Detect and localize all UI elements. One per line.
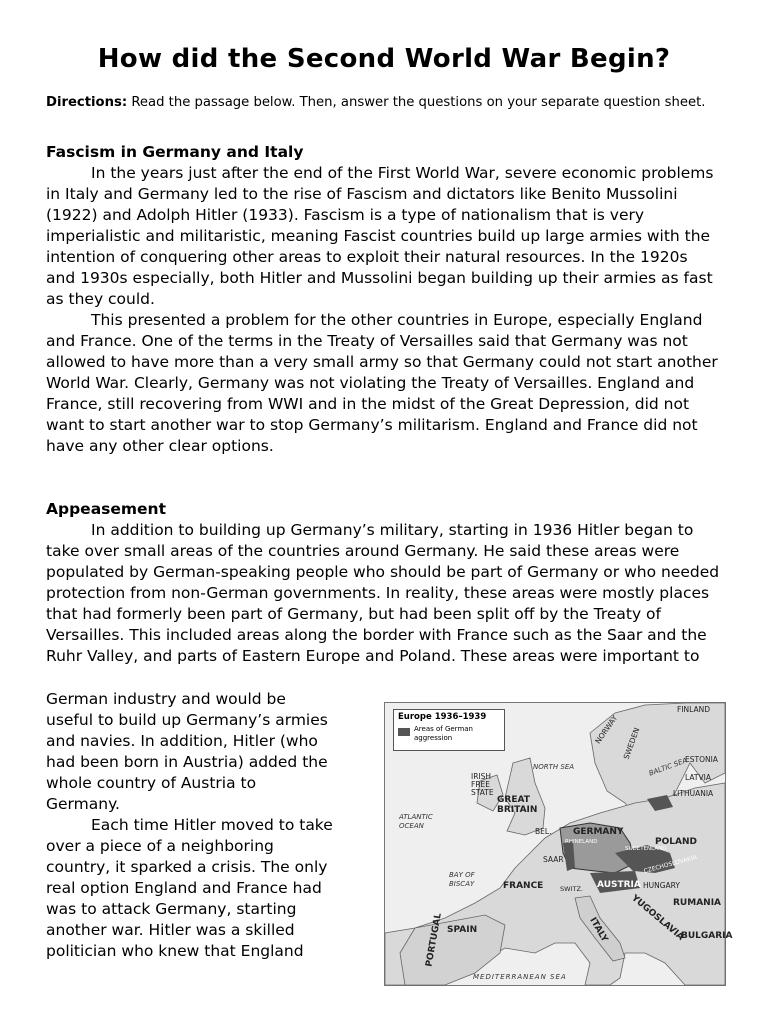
directions [46, 93, 726, 112]
directions-label: Directions: [46, 95, 128, 110]
label-austria: AUSTRIA [597, 880, 641, 890]
wrap-line: country, it sparked a crisis. The only [46, 858, 328, 876]
wrap-line: whole country of Austria to [46, 774, 257, 792]
label-atlantic-ocean: ATLANTIC OCEAN [399, 813, 433, 830]
paragraph-fascism-1: In the years just after the end of the First World War, severe economic problems in Italy and Germany led to the rise of Fascism and dictators like Benito Mussolini (1922) and Adolph Hitler (1933). Fascism is a type of nationalism that is very imperialistic and militaristic, meaning Fascist countries build up large armies with the intention of conquering other areas to exploit their natural resources. In the 1920s and 1930s especially, both Hitler and Mussolini began building up their armies as fast as they could. [46, 164, 714, 308]
label-belgium: BEL. [535, 827, 552, 836]
label-baltic-sea: BALTIC SEA [647, 756, 689, 778]
wrap-line: real option England and France had [46, 879, 322, 897]
label-portugal: PORTUGAL [424, 912, 444, 968]
map-title: Europe 1936–1939 [398, 712, 487, 722]
label-italy: ITALY [587, 915, 610, 945]
label-estonia: ESTONIA [685, 755, 718, 764]
wrap-line: German industry and would be [46, 690, 286, 708]
label-czechoslovakia: CZECHOSLOVAKIA [643, 854, 698, 875]
label-bulgaria: BULGARIA [681, 931, 733, 941]
paragraph-appeasement-1: In addition to building up Germany’s military, starting in 1936 Hitler began to take over small areas of the countries around Germany. He said these areas were populated by German-speaking people who should be part of Germany or who needed protection from non-German governments. In reality, these areas were mostly places that had formerly been part of Germany, but had been split off by the Treaty of Versailles. This included areas along the border with France such as the Saar and the Ruhr Valley, and parts of Eastern Europe and Poland. These areas were important to [46, 521, 720, 665]
label-germany: GERMANY [573, 827, 624, 837]
map-legend [393, 709, 505, 751]
label-sweden: SWEDEN [621, 726, 642, 761]
label-latvia: LATVIA [685, 773, 711, 782]
label-mediterranean-sea: MEDITERRANEAN SEA [473, 973, 567, 981]
wrap-line: had been born in Austria) added the [46, 753, 328, 771]
label-great-britain: GREAT BRITAIN [497, 795, 538, 815]
europe-map [384, 702, 733, 986]
section-heading-fascism: Fascism in Germany and Italy [46, 143, 304, 161]
label-switz: SWITZ. [560, 885, 583, 893]
wrap-line: politician who knew that England [46, 942, 304, 960]
label-bay-of-biscay: BAY OF BISCAY [449, 871, 475, 888]
wrap-line: another war. Hitler was a skilled [46, 921, 295, 939]
wrap-line: over a piece of a neighboring [46, 837, 274, 855]
label-irish-free-state: IRISH FREE STATE [471, 772, 494, 797]
label-lithuania: LITHUANIA [673, 789, 714, 798]
wrap-line: and navies. In addition, Hitler (who [46, 732, 318, 750]
label-france: FRANCE [503, 881, 544, 891]
label-rhineland: RHINELAND [565, 839, 598, 845]
label-yugoslavia: YUGOSLAVIA [629, 893, 686, 943]
label-saar: SAAR [543, 855, 564, 864]
label-hungary: HUNGARY [643, 881, 680, 890]
wrap-line: Germany. [46, 795, 120, 813]
wrap-line: was to attack Germany, starting [46, 900, 297, 918]
label-romania: RUMANIA [673, 898, 722, 908]
paragraph-fascism-2: This presented a problem for the other countries in Europe, especially England and France. One of the terms in the Treaty of Versailles said that Germany was not allowed to have more than a very small army so that Germany could not start another World War. Clearly, Germany was not violating the Treaty of Versailles. England and France, still recovering from WWI and in the midst of the Great Depression, did not want to start another war to stop Germany’s militarism. England and France did not have any other clear options. [46, 311, 718, 455]
section-heading-appeasement: Appeasement [46, 500, 167, 518]
label-norway: NORWAY [593, 713, 620, 746]
label-north-sea: NORTH SEA [533, 763, 575, 771]
wrap-line: Each time Hitler moved to take [91, 816, 333, 834]
label-finland: FINLAND [677, 705, 711, 714]
label-poland: POLAND [655, 837, 697, 847]
label-sudetenland: SUDETENLAND [625, 846, 667, 852]
wrap-line: useful to build up Germany’s armies [46, 711, 328, 729]
legend-swatch [398, 728, 410, 736]
page-title: How did the Second World War Begin? [97, 44, 671, 74]
directions-text: Read the passage below. Then, answer the questions on your separate question sheet. [127, 95, 706, 110]
label-spain: SPAIN [447, 925, 478, 935]
legend-text: Areas of German aggression [414, 725, 473, 742]
